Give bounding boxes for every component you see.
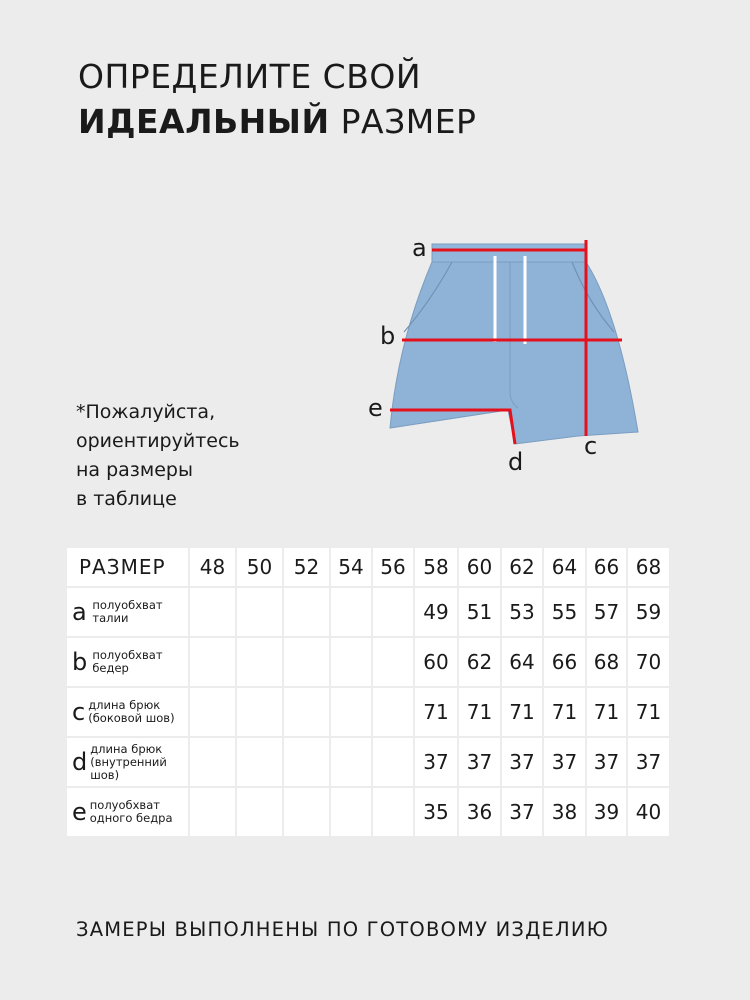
shorts-body bbox=[390, 244, 638, 444]
table-cell: 37 bbox=[502, 738, 542, 786]
table-row-b bbox=[67, 638, 669, 686]
row-letter: b bbox=[72, 648, 88, 676]
size-table bbox=[65, 546, 671, 838]
table-cell: 71 bbox=[459, 688, 500, 736]
label-e: e bbox=[368, 394, 383, 422]
table-cell bbox=[284, 688, 329, 736]
table-cell: 66 bbox=[544, 638, 585, 686]
table-row-c bbox=[67, 688, 669, 736]
size-52: 52 bbox=[284, 548, 329, 586]
table-cell bbox=[373, 788, 413, 836]
title-line-1: ОПРЕДЕЛИТЕ СВОЙ bbox=[78, 57, 422, 96]
size-64: 64 bbox=[544, 548, 585, 586]
table-cell: 35 bbox=[415, 788, 457, 836]
table-cell: 37 bbox=[415, 738, 457, 786]
label-d: d bbox=[508, 448, 524, 476]
size-54: 54 bbox=[331, 548, 371, 586]
row-label-b bbox=[67, 638, 188, 686]
note-line-4: в таблице bbox=[76, 488, 177, 510]
footer-note: ЗАМЕРЫ ВЫПОЛНЕНЫ ПО ГОТОВОМУ ИЗДЕЛИЮ bbox=[76, 918, 609, 941]
table-cell bbox=[190, 588, 235, 636]
table-cell: 37 bbox=[502, 788, 542, 836]
note-line-1: *Пожалуйста, bbox=[76, 401, 216, 423]
table-row-a bbox=[67, 588, 669, 636]
title-rest-word: РАЗМЕР bbox=[340, 102, 477, 141]
table-cell bbox=[331, 688, 371, 736]
table-cell bbox=[237, 688, 282, 736]
table-cell: 64 bbox=[502, 638, 542, 686]
table-cell: 71 bbox=[628, 688, 669, 736]
table-cell: 71 bbox=[415, 688, 457, 736]
table-cell: 53 bbox=[502, 588, 542, 636]
size-header-label: РАЗМЕР bbox=[67, 548, 188, 586]
table-cell: 39 bbox=[587, 788, 626, 836]
size-62: 62 bbox=[502, 548, 542, 586]
row-description: полуобхват бедер bbox=[92, 648, 163, 675]
table-cell: 49 bbox=[415, 588, 457, 636]
table-cell: 59 bbox=[628, 588, 669, 636]
table-cell bbox=[237, 788, 282, 836]
size-48: 48 bbox=[190, 548, 235, 586]
table-row-d bbox=[67, 738, 669, 786]
title-bold-word: ИДЕАЛЬНЫЙ bbox=[78, 102, 330, 141]
table-cell bbox=[373, 638, 413, 686]
table-cell bbox=[284, 638, 329, 686]
size-60: 60 bbox=[459, 548, 500, 586]
table-cell bbox=[190, 638, 235, 686]
table-cell bbox=[331, 738, 371, 786]
row-letter: c bbox=[72, 698, 86, 726]
table-cell bbox=[373, 738, 413, 786]
row-letter: d bbox=[72, 748, 88, 776]
table-cell: 51 bbox=[459, 588, 500, 636]
row-label-d bbox=[67, 738, 188, 786]
table-cell bbox=[331, 588, 371, 636]
table-cell: 40 bbox=[628, 788, 669, 836]
row-label-e bbox=[67, 788, 188, 836]
table-cell bbox=[237, 588, 282, 636]
row-description: полуобхват одного бедра bbox=[89, 798, 173, 825]
waistband bbox=[432, 244, 586, 262]
table-cell bbox=[190, 738, 235, 786]
table-cell: 71 bbox=[544, 688, 585, 736]
table-cell bbox=[284, 738, 329, 786]
row-label-a bbox=[67, 588, 188, 636]
size-50: 50 bbox=[237, 548, 282, 586]
table-cell: 60 bbox=[415, 638, 457, 686]
table-cell bbox=[237, 738, 282, 786]
title-line-2 bbox=[78, 99, 476, 144]
table-cell bbox=[331, 638, 371, 686]
table-cell bbox=[190, 688, 235, 736]
table-cell: 37 bbox=[459, 738, 500, 786]
row-letter: a bbox=[72, 598, 87, 626]
row-description: длина брюк (внутренний шов) bbox=[90, 741, 167, 782]
table-cell bbox=[373, 588, 413, 636]
size-68: 68 bbox=[628, 548, 669, 586]
row-letter: e bbox=[72, 798, 87, 826]
size-header-row bbox=[67, 548, 669, 586]
table-cell: 70 bbox=[628, 638, 669, 686]
note-line-3: на размеры bbox=[76, 459, 193, 481]
size-58: 58 bbox=[415, 548, 457, 586]
shorts-measurement-diagram bbox=[360, 232, 660, 482]
table-cell: 37 bbox=[587, 738, 626, 786]
table-cell bbox=[284, 788, 329, 836]
table-row-e bbox=[67, 788, 669, 836]
table-cell: 71 bbox=[502, 688, 542, 736]
page-title bbox=[78, 54, 476, 144]
label-b: b bbox=[380, 322, 396, 350]
label-a: a bbox=[412, 234, 427, 262]
table-cell: 37 bbox=[628, 738, 669, 786]
size-note bbox=[76, 398, 240, 514]
table-cell: 57 bbox=[587, 588, 626, 636]
table-cell: 62 bbox=[459, 638, 500, 686]
row-description: длина брюк (боковой шов) bbox=[88, 698, 175, 725]
table-cell: 55 bbox=[544, 588, 585, 636]
size-56: 56 bbox=[373, 548, 413, 586]
row-label-c bbox=[67, 688, 188, 736]
table-cell bbox=[237, 638, 282, 686]
table-cell: 71 bbox=[587, 688, 626, 736]
table-cell: 68 bbox=[587, 638, 626, 686]
table-cell bbox=[284, 588, 329, 636]
table-cell bbox=[190, 788, 235, 836]
table-cell bbox=[373, 688, 413, 736]
table-cell bbox=[331, 788, 371, 836]
label-c: c bbox=[584, 432, 598, 460]
table-cell: 37 bbox=[544, 738, 585, 786]
row-description: полуобхват талии bbox=[92, 598, 163, 625]
table-cell: 36 bbox=[459, 788, 500, 836]
table-cell: 38 bbox=[544, 788, 585, 836]
size-66: 66 bbox=[587, 548, 626, 586]
note-line-2: ориентируйтесь bbox=[76, 430, 240, 452]
